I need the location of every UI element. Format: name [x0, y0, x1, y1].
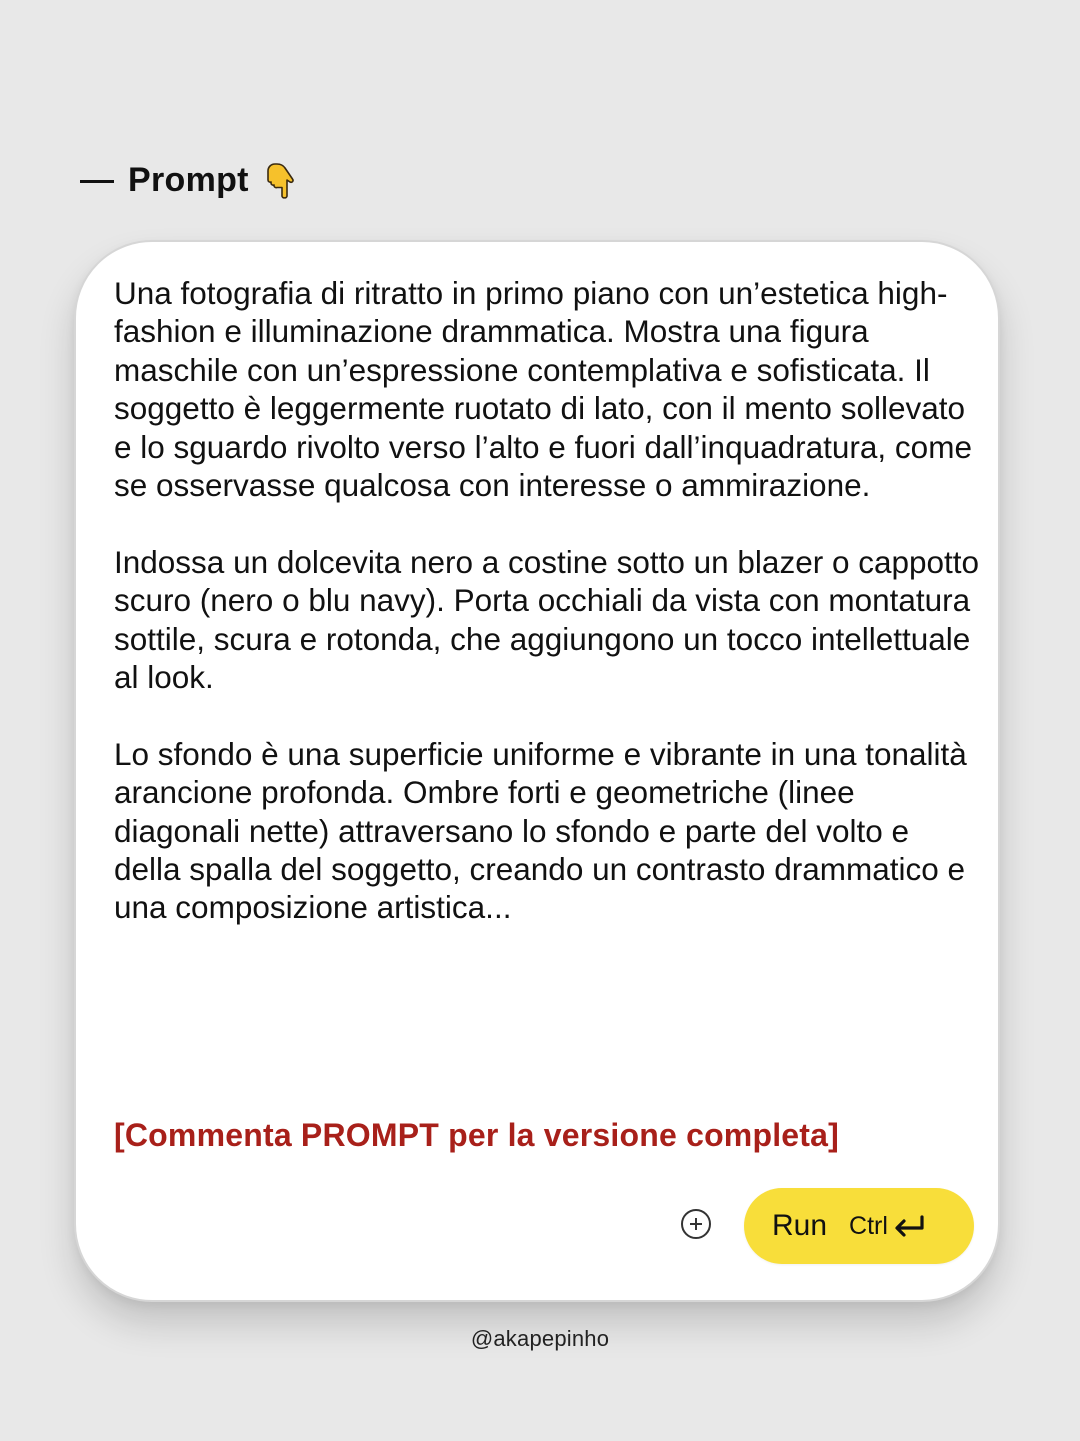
- enter-arrow-icon: [892, 1214, 926, 1238]
- run-button[interactable]: [744, 1188, 974, 1264]
- prompt-paragraph-1: Una fotografia di ritratto in primo piano con un’estetica high-fashion e illuminazione drammatica. Mostra una figura maschile con un’espressione contemplativa e sofisticata. Il soggetto è leggermente ruotato di lato, con il mento sollevato e lo sguardo rivolto verso l’alto e fuori dall’inquadratura, come se osservasse qualcosa con interesse o ammirazione.: [114, 275, 972, 504]
- header-title: Prompt: [128, 160, 249, 199]
- header-dash: [80, 180, 114, 183]
- run-label: Run: [772, 1209, 828, 1242]
- add-button[interactable]: [681, 1209, 711, 1239]
- plus-circle-icon: [688, 1216, 704, 1232]
- comment-cta: [Commenta PROMPT per la versione completa]: [114, 1117, 840, 1153]
- pointing-hand-down-icon: [265, 160, 295, 200]
- prompt-paragraph-3: Lo sfondo è una superficie uniforme e vibrante in una tonalità arancione profonda. Ombre forti e geometriche (linee diagonali nette) attraversano lo sfondo e parte del volto e della spalla del soggetto, creando un contrasto drammatico e una composizione artistica...: [114, 735, 967, 926]
- section-header: [80, 156, 295, 204]
- prompt-text: [114, 274, 984, 965]
- shortcut-label: Ctrl: [849, 1211, 888, 1240]
- keyboard-shortcut: [849, 1212, 926, 1241]
- prompt-card: [74, 240, 1000, 1302]
- author-handle: @akapepinho: [470, 1326, 610, 1351]
- prompt-paragraph-2: Indossa un dolcevita nero a costine sotto un blazer o cappotto scuro (nero o blu navy). Porta occhiali da vista con montatura sottile, scura e rotonda, che aggiungono un tocco intellettuale al look.: [114, 543, 980, 696]
